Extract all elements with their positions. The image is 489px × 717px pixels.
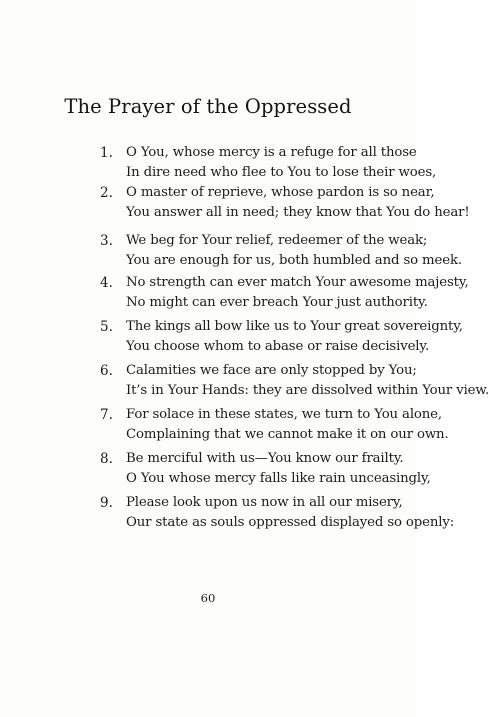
verse-line: In dire need who flee to You to lose their woes, [126,165,437,180]
verse-number: 3. [100,233,113,249]
verse-line: For solace in these states, we turn to You alone, [126,407,442,422]
verse-number: 9. [100,495,113,511]
verse-line: It’s in Your Hands: they are dissolved within Your view. [126,383,489,398]
page-number: 60 [200,591,216,605]
verse-line: You are enough for us, both humbled and so meek. [126,253,462,268]
verse-line: You answer all in need; they know that You do hear! [126,205,470,220]
verse-line: Complaining that we cannot make it on our own. [126,427,449,442]
verse-number: 2. [100,185,113,201]
verse-line: We beg for Your relief, redeemer of the weak; [126,233,428,248]
verse-line: Calamities we face are only stopped by You; [126,363,417,378]
verse-line: O You whose mercy falls like rain unceasingly, [126,471,431,486]
verse-line: No might can ever breach Your just authority. [126,295,428,310]
verse-number: 1. [100,145,113,161]
verse-number: 4. [100,275,113,291]
poem-title: The Prayer of the Oppressed [64,95,352,118]
verse-line: O master of reprieve, whose pardon is so near, [126,185,435,200]
verse-line: O You, whose mercy is a refuge for all those [126,145,417,160]
verse-line: You choose whom to abase or raise decisively. [126,339,430,354]
verse-line: Please look upon us now in all our misery, [126,495,403,510]
verse-line: Our state as souls oppressed displayed so openly: [126,515,455,530]
verse-number: 5. [100,319,113,335]
verse-line: No strength can ever match Your awesome majesty, [126,275,469,290]
verse-line: Be merciful with us—You know our frailty. [126,451,404,466]
verse-number: 7. [100,407,113,423]
verse-number: 6. [100,363,113,379]
verse-number: 8. [100,451,113,467]
verse-line: The kings all bow like us to Your great sovereignty, [126,319,463,334]
